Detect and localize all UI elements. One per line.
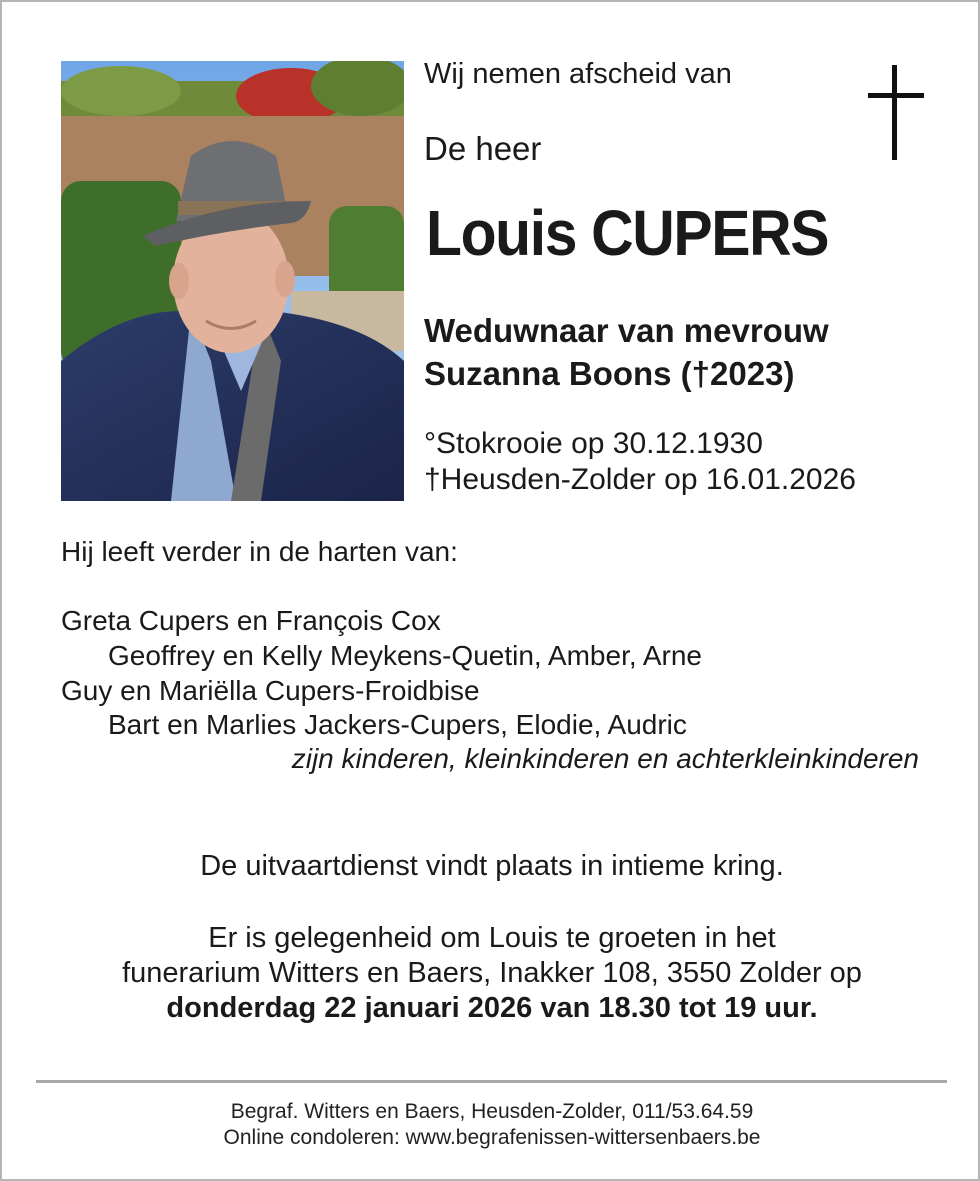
funeral-home-contact: Begraf. Witters en Baers, Heusden-Zolder, 011/53.64.59 (230, 1100, 754, 1123)
deceased-name: Louis CUPERS (426, 197, 829, 269)
family-line-3: Guy en Mariëlla Cupers-Froidbise (61, 675, 480, 706)
honorific: De heer (424, 130, 542, 167)
visitation-line-2: funerarium Witters en Baers, Inakker 108, 3550 Zolder op (122, 957, 862, 989)
family-line-1: Greta Cupers en François Cox (61, 605, 441, 636)
spouse-line-1: Weduwnaar van mevrouw (424, 312, 829, 349)
latin-cross-icon (868, 65, 924, 160)
spouse-line-2: Suzanna Boons (†2023) (424, 355, 795, 392)
visitation-text (2, 921, 980, 1026)
footer (2, 1099, 980, 1151)
family-line-4: Bart en Marlies Jackers-Cupers, Elodie, Audric (108, 709, 687, 740)
visitation-line-1: Er is gelegenheid om Louis te groeten in het (208, 922, 776, 954)
divider (36, 1080, 947, 1083)
portrait-photo (61, 61, 404, 501)
family-role: zijn kinderen, kleinkinderen en achterkleinkinderen (291, 743, 919, 774)
online-condolence-link[interactable]: Online condoleren: www.begrafenissen-wittersenbaers.be (223, 1126, 761, 1149)
life-dates (424, 426, 856, 498)
visitation-line-3: donderdag 22 januari 2026 van 18.30 tot 19 uur. (166, 992, 818, 1024)
spouse-info (424, 309, 829, 395)
family-line-2: Geoffrey en Kelly Meykens-Quetin, Amber, Arne (108, 640, 703, 671)
intro-text: Wij nemen afscheid van (424, 58, 732, 90)
birth-date: °Stokrooie op 30.12.1930 (424, 427, 763, 460)
death-date: †Heusden-Zolder op 16.01.2026 (424, 463, 856, 496)
lives-on-text: Hij leeft verder in de harten van: (61, 536, 458, 567)
service-text: De uitvaartdienst vindt plaats in intieme kring. (200, 850, 784, 882)
